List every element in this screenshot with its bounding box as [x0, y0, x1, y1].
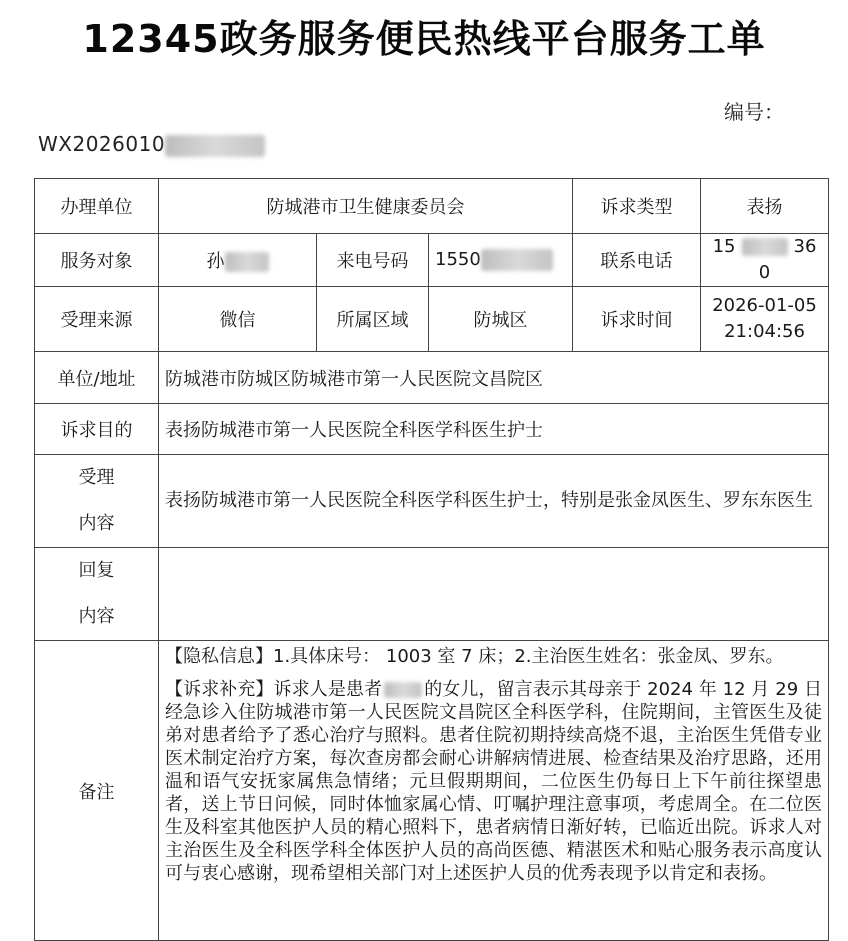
caller-number-value [429, 234, 573, 287]
work-order-table [34, 178, 829, 941]
remark-supplement-rest: 的女儿，留言表示其母亲于 2024 年 12 月 29 日经急诊入住防城港市第一人民医院文昌院区全科医学科，住院期间，主管医生及徒弟对患者给予了悉心治疗与照料。患者住院初期持续高烧不退，主治医生凭借专业医术制定治疗方案，每次查房都会耐心讲解病情进展、检查结果及治疗思路，还用温和语气安抚家属焦急情绪；元旦假期期间，二位医生仍每日上下午前往探望患者，送上节日问候，同时体恤家属心情、叮嘱护理注意事项，考虑周全。在二位医生及科室其他医护人员的精心照料下，患者病情日渐好转，已临近出院。诉求人对主治医生及全科医学科全体医护人员的高尚医德、精湛医术和贴心服务表示高度认可与衷心感谢，现希望相关部门对上述医护人员的优秀表现予以肯定和表扬。 [165, 679, 823, 884]
region-label: 所属区域 [317, 287, 429, 352]
remark-value [159, 641, 829, 941]
purpose-value: 表扬防城港市第一人民医院全科医学科医生护士 [159, 404, 829, 455]
table-row [35, 404, 829, 455]
redaction-mask [165, 135, 265, 157]
request-date: 2026-01-05 [712, 295, 817, 316]
unit-label: 办理单位 [35, 179, 159, 234]
contact-phone-line-2: 0 [758, 262, 771, 283]
request-type-label: 诉求类型 [573, 179, 701, 234]
table-row [35, 179, 829, 234]
remark-privacy: 【隐私信息】1.具体床号： 1003 室 7 床；2.主治医生姓名：张金凤、罗东。 [165, 646, 784, 667]
contact-phone-label: 联系电话 [573, 234, 701, 287]
contact-phone-part-b: 36 [793, 236, 817, 257]
caller-number-text: 1550 [435, 249, 481, 270]
reply-content-label-line-1: 回复 [78, 560, 115, 581]
table-row [35, 234, 829, 287]
redaction-mask [225, 252, 269, 272]
region-value: 防城区 [429, 287, 573, 352]
redaction-mask [481, 249, 553, 271]
remark-label: 备注 [35, 641, 159, 941]
request-time-label: 诉求时间 [573, 287, 701, 352]
remark-supplement [165, 678, 822, 885]
table-row [35, 548, 829, 641]
reply-content-label-line-2: 内容 [78, 606, 115, 627]
accept-content-value: 表扬防城港市第一人民医院全科医学科医生护士，特别是张金凤医生、罗东东医生 [159, 455, 829, 548]
serial-number-value [38, 132, 265, 157]
table-row [35, 287, 829, 352]
unit-value: 防城港市卫生健康委员会 [159, 179, 573, 234]
service-target-value [159, 234, 317, 287]
contact-phone-part-a: 15 [712, 236, 736, 257]
purpose-label: 诉求目的 [35, 404, 159, 455]
serial-number-label: 编号： [724, 100, 784, 124]
table-row [35, 641, 829, 941]
request-type-value: 表扬 [701, 179, 829, 234]
service-target-text: 孙 [206, 251, 225, 272]
table-row [35, 352, 829, 404]
request-clock: 21:04:56 [724, 321, 805, 342]
reply-content-value [159, 548, 829, 641]
source-label: 受理来源 [35, 287, 159, 352]
contact-phone-line-1 [707, 234, 822, 260]
address-label: 单位/地址 [35, 352, 159, 404]
source-value: 微信 [159, 287, 317, 352]
request-time-value [701, 287, 829, 352]
form-title: 12345政务服务便民热线平台服务工单 [82, 17, 766, 61]
contact-phone-value [701, 234, 829, 287]
reply-content-label [35, 548, 159, 641]
accept-content-label [35, 455, 159, 548]
accept-content-label-line-2: 内容 [78, 513, 115, 534]
remark-supplement-start: 【诉求补充】诉求人是患者 [165, 679, 383, 700]
redaction-mask [384, 682, 422, 698]
table-row [35, 455, 829, 548]
accept-content-label-line-1: 受理 [78, 467, 115, 488]
address-value: 防城港市防城区防城港市第一人民医院文昌院区 [159, 352, 829, 404]
caller-number-label: 来电号码 [317, 234, 429, 287]
redaction-mask [742, 238, 788, 256]
service-target-label: 服务对象 [35, 234, 159, 287]
serial-number-text: WX2026010 [38, 132, 166, 156]
